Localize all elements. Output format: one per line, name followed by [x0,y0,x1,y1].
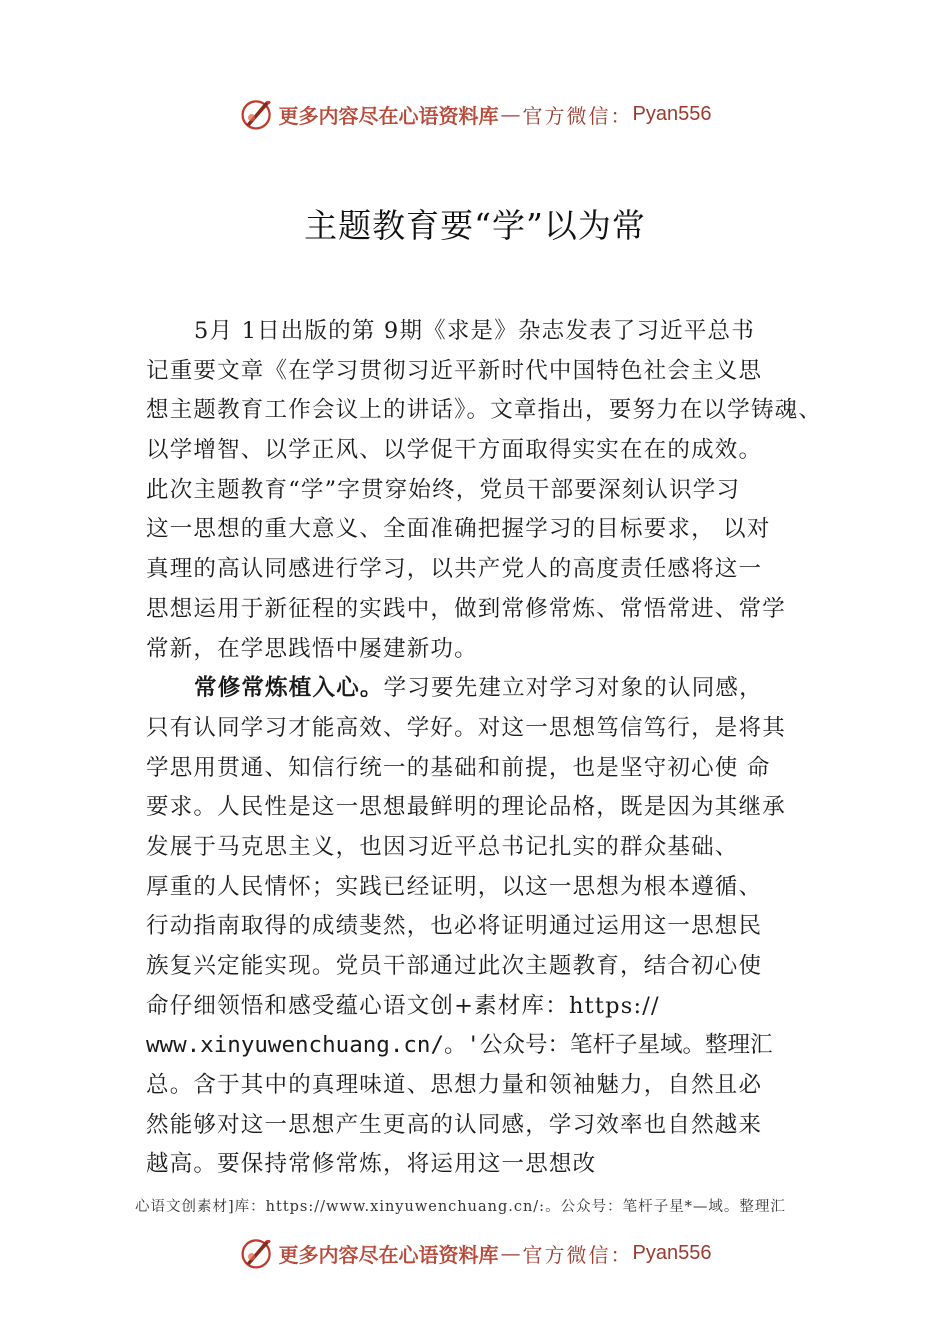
text-line: 然能够对这一思想产生更高的认同感，学习效率也自然越来 [146,1111,763,1138]
text-line: 以学增智、以学正风、以学促干方面取得实实在在的成效。 [146,437,763,464]
text-line: 学思用贯通、知信行统一的基础和前提，也是坚守初心使 命 [146,754,771,781]
text-line: www.xinyuwenchuang.cn/。'公众号：笔杆子星域。整理汇 [146,1032,773,1059]
footer-banner [0,1233,950,1273]
document-body [146,312,846,1185]
text-line: 常新，在学思践悟中屡建新功。 [146,635,478,662]
text-line: 行动指南取得的成绩斐然，也必将证明通过运用这一思想民 [146,913,763,940]
section-heading: 常修常炼植入心。 [194,675,384,702]
banner-wechat-label: 官方微信： [522,103,633,128]
text-line: 此次主题教育“学”字贯穿始终，党员干部要深刻认识学习 [146,476,741,503]
text-line: 总。含于其中的真理味道、思想力量和领袖魅力，自然且必 [146,1072,763,1099]
banner-wechat-label: 官方微信： [522,1242,633,1267]
banner-separator: — [500,102,521,126]
text-line: 厚重的人民情怀；实践已经证明，以这一思想为根本遵循、 [146,873,763,900]
quill-logo-icon [239,96,275,132]
banner-wechat-id: Pyan556 [632,1241,712,1264]
paragraph-2 [146,669,846,1185]
paragraph-1 [146,312,846,669]
quill-logo-icon [239,1235,275,1271]
banner-wechat-id: Pyan556 [632,102,712,125]
banner-text: 更多内容尽在心语资料库 [278,1242,499,1267]
text-line: 记重要文章《在学习贯彻习近平新时代中国特色社会主义思 [146,357,763,384]
footer-note: 心语文创素材]库：https://www.xinyuwenchuang.cn/:。公众号：笔杆子星*—域。整理汇 [135,1199,786,1215]
text-line [146,669,846,709]
text-line: 5月 1日出版的第 9期《求是》杂志发表了习近平总书 [194,318,755,344]
text-line: 想主题教育工作会议上的讲话》。文章指出，要努力在以学铸魂、 [146,397,823,424]
text-line: 越高。要保持常修常炼，将运用这一思想改 [146,1151,597,1178]
text-line: 要求。人民性是这一思想最鲜明的理论品格，既是因为其继承 [146,794,786,821]
text-line: 发展于马克思主义，也因习近平总书记扎实的群众基础、 [146,833,739,860]
header-banner [0,94,950,134]
text-line: 思想运用于新征程的实践中，做到常修常炼、常悟常进、常学 [146,595,786,622]
banner-text: 更多内容尽在心语资料库 [278,103,499,128]
text-line: 这一思想的重大意义、全面准确把握学习的目标要求， 以对 [146,516,771,543]
text-line: 命仔细领悟和感受蕴心语文创+素材库：https:// [146,992,660,1019]
text-line: 只有认同学习才能高效、学好。对这一思想笃信笃行，是将其 [146,714,786,741]
heading-line-rest: 学习要先建立对学习对象的认同感， [383,675,763,702]
document-title: 主题教育要“学”以为常 [304,206,646,245]
text-line: 族复兴定能实现。党员干部通过此次主题教育，结合初心使 [146,953,763,979]
banner-separator: — [500,1241,521,1265]
text-line: 真理的高认同感进行学习，以共产党人的高度责任感将这一 [146,556,763,583]
